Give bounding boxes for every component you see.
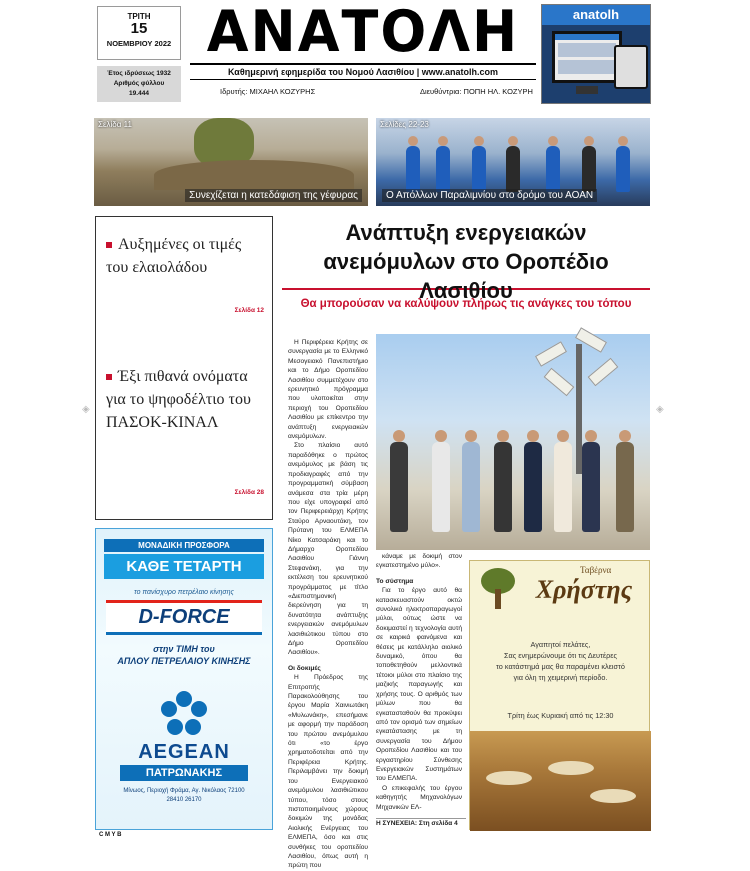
player-figure <box>582 146 596 192</box>
tavern-name: Χρήστης <box>535 575 633 604</box>
article-paragraph: Ο επικεφαλής του έργου καθηγητής Μηχανολόγων Μηχανικών ΕΛ- <box>376 784 462 811</box>
teaser-text: Έξι πιθανά ονόματα για το ψηφοδέλτιο του ΠΑΣΟΚ-ΚΙΝΑΛ <box>106 368 251 431</box>
photo-football[interactable] <box>376 118 650 206</box>
tavern-message-line: Αγαπητοί πελάτες, <box>530 640 591 649</box>
date-month-year: ΝΟΕΜΒΡΙΟΥ 2022 <box>106 39 172 48</box>
ad-company: AEGEAN <box>138 741 230 763</box>
article-paragraph: κάναμε με δοκιμή στον εγκατεστημένο μύλο». <box>376 553 462 570</box>
fuel-advertisement[interactable] <box>95 528 273 830</box>
director-credit: Διευθύντρια: ΠΟΠΗ ΗΛ. ΚΟΖΥΡΗ <box>420 87 533 96</box>
tavern-interior-photo <box>470 731 651 831</box>
article-column-1 <box>288 338 368 871</box>
windmill-photo[interactable] <box>376 334 650 550</box>
person-figure <box>494 442 512 532</box>
person-figure <box>390 442 408 532</box>
photo-bridge-demolition[interactable] <box>94 118 368 206</box>
teaser-text: Αυξημένες οι τιμές του ελαιολάδου <box>106 236 242 276</box>
article-paragraph: Στο πλαίσιο αυτό παραδόθηκε ο πρώτος ανεμόμυλος με βάση τις προδιαγραφές από την προγραμματική σύμβαση ανάμεσα στα τρία μέρη που είχε υπογραφεί από τον Περιφερειάρχη Κρήτης Σταύρο Αρναουτάκη, τον Πρύτανη του ΕΛΜΕΠΑ Νίκο Κατσαράκη και το Δήμαρχο Οροπεδίου Λασιθίου Γιάννη Στεφανάκη, για την εκτέλεση του ερευνητικού προγράμματος με τίτλο «Διεπιστημονική διερεύνηση για τη δυνατότητα ανάπτυξης ενεργειακών ανεμόμυλων λασιθιώτικου τύπου στο Δήμο Οροπεδίου Λασιθίου». <box>288 442 368 657</box>
headline-line: ανεμόμυλων στο Οροπέδιο Λασιθίου <box>323 249 609 303</box>
player-figure <box>506 146 520 192</box>
desktop-monitor-icon <box>552 31 622 83</box>
person-figure <box>432 442 450 532</box>
photo-caption: Ο Απόλλων Παραλιμνίου στο δρόμο του ΑΟΑΝ <box>382 189 597 202</box>
print-marks: C M Y B <box>99 832 122 838</box>
teaser-page-ref: Σελίδα 12 <box>234 307 264 314</box>
issue-info <box>97 66 181 102</box>
article-column-2 <box>376 552 462 812</box>
windmill-blade <box>535 341 567 366</box>
teaser-olive-oil[interactable] <box>106 233 256 279</box>
player-figure <box>616 146 630 192</box>
person-figure <box>616 442 634 532</box>
continue-link[interactable]: Η ΣΥΝΕΧΕΙΑ: Στη σελίδα 4 <box>376 818 466 827</box>
ad-subtitle: το πανίσχυρο πετρέλαιο κίνησης <box>134 589 234 596</box>
player-figure <box>406 146 420 192</box>
newspaper-logo[interactable]: ΑΝΑΤΟΛΗ <box>206 0 520 65</box>
player-figure <box>436 146 450 192</box>
article-paragraph: Η Περιφέρεια Κρήτης σε συνεργασία με το Ελληνικό Μεσογειακό Πανεπιστήμιο και το Δήμο Οροπεδίου Λασιθίου συμμετέχουν στο ερευνητικό πρόγραμμα που υλοποιείται στην περιοχή του Οροπεδίου Λασιθίου με επίκεντρο την ανάπτυξη ενεργειακών ανεμόμυλων. <box>288 339 368 441</box>
ad-phone: 28410 26170 <box>166 797 202 803</box>
bullet-square <box>106 374 112 380</box>
date-box <box>97 6 181 60</box>
olive-tree-icon <box>480 567 516 611</box>
table-shape <box>590 789 636 803</box>
date-day: 15 <box>130 20 148 37</box>
right-nav-mark-icon: ◈ <box>656 404 664 415</box>
issue-number-label: Αριθμός φύλλου <box>113 80 165 87</box>
ad-price-line: ΑΠΛΟΥ ΠΕΤΡΕΛΑΙΟΥ ΚΙΝΗΣΗΣ <box>117 656 251 666</box>
rubble-shape <box>154 160 354 190</box>
table-shape <box>548 761 594 775</box>
website-promo[interactable] <box>541 4 651 104</box>
teaser-page-ref: Σελίδα 28 <box>234 489 264 496</box>
teaser-box <box>95 216 273 520</box>
table-shape <box>486 771 532 785</box>
photo-caption: Συνεχίζεται η κατεδάφιση της γέφυρας <box>185 189 362 202</box>
tablet-icon <box>614 45 648 89</box>
aegean-flower-icon <box>161 691 207 737</box>
person-figure <box>524 442 542 532</box>
article-subheading: Οι δοκιμές <box>288 664 321 672</box>
article-paragraph: Η Πρόεδρος της Επιτροπής Παρακολούθησης του έργου Μαρία Χαινιωτάκη «Μυλωνάκη», επεσήμανε με αφορμή την παράδοση του πρώτου ανεμόμυλου ότι «το έργο χρηματοδοτείται από την Περιφέρεια Κρήτης. Περιλαμβάνει την δοκιμή του Ενεργειακού ανεμόμυλου λασιθιώτικου τύπου, τόσο στους πιστοποιημένους χώρους δοκιμών της μονάδας Αιολικής Ενέργειας του ΕΛΜΕΠΑ, όσο και στις συνθήκες του οροπεδίου Λασιθίου, όπως αυτή η πρώτη που <box>288 674 368 870</box>
issue-number: 19.444 <box>129 90 149 97</box>
ad-day: ΚΑΘΕ ΤΕΤΑΡΤΗ <box>104 554 264 579</box>
tavern-message <box>476 639 645 683</box>
photo-page-ref: Σελίδα 11 <box>98 120 132 129</box>
tavern-advertisement[interactable] <box>469 560 650 830</box>
headline-line: Ανάπτυξη ενεργειακών <box>345 220 587 245</box>
player-figure <box>546 146 560 192</box>
founded-year: Έτος ιδρύσεως 1932 <box>107 70 171 77</box>
windmill-blade <box>588 358 619 386</box>
ad-price-line: στην ΤΙΜΗ του <box>153 644 215 654</box>
ad-address <box>96 787 272 805</box>
main-headline[interactable] <box>282 214 650 303</box>
tagline: Καθημερινή εφημερίδα του Νομού Λασιθίου | www.anatolh.com <box>190 63 536 80</box>
left-nav-mark-icon: ◈ <box>82 404 90 415</box>
tavern-message-line: το κατάστημά μας θα παραμένει κλειστό <box>496 662 625 671</box>
monitor-stand <box>576 86 598 94</box>
tavern-message-line: Σας ενημερώνουμε ότι τις Δευτέρες <box>503 651 618 660</box>
person-figure <box>554 442 572 532</box>
tavern-message-line: για όλη τη χειμερινή περίοδο. <box>513 673 608 682</box>
player-figure <box>472 146 486 192</box>
tavern-hours: Τρίτη έως Κυριακή από τις 12:30 <box>507 711 614 720</box>
article-subheading: Το σύστημα <box>376 577 414 585</box>
ad-address-line: Μίνωος, Περιοχή Φράμα, Αγ. Νικόλαος 72100 <box>123 788 245 794</box>
person-figure <box>462 442 480 532</box>
bullet-square <box>106 242 112 248</box>
ad-brand: D-FORCE <box>106 600 262 635</box>
ad-owner: ΠΑΤΡΩΝΑΚΗΣ <box>120 765 248 781</box>
ad-offer: ΜΟΝΑΔΙΚΗ ΠΡΟΣΦΟΡΑ <box>104 539 264 552</box>
date-weekday: ΤΡΙΤΗ <box>127 12 151 21</box>
windmill-blade <box>544 368 575 396</box>
article-paragraph: Για το έργο αυτό θα κατασκευαστούν οκτώ συνολικά ηλεκτροπαραγωγοί μύλοι, ούτως ώστε να δοκιμαστεί η τεχνολογία αυτή σε καιρικά φαινόμενα και θέσεις με κατάλληλο αιολικό δυναμικό, όπου θα τοποθετηθούν μελλοντικά τέτοιοι μύλοι στο πλαίσιο της μαζικής παραγωγής και χρήσης τους. Ο αριθμός των μύλων που θα εγκατασταθούν θα προκύψει από τον ορισμό των σημείων εγκατάστασης με τη συνεργασία του Δήμου Οροπεδίου Λασιθίου και του εργαστηρίου Σύνθεσης Ενεργειακών Συστημάτων του ΕΛΜΕΠΑ. <box>376 587 462 783</box>
founder-credit: Ιδρυτής: ΜΙΧΑΗΛ ΚΟΖΥΡΗΣ <box>220 87 316 96</box>
person-figure <box>582 442 600 532</box>
website-logo: anatolh <box>542 5 650 25</box>
teaser-pasok[interactable] <box>106 365 256 434</box>
tavern-label: Ταβέρνα <box>580 565 612 575</box>
ad-price <box>96 643 272 667</box>
main-subheadline: Θα μπορούσαν να καλύψουν πλήρως τις ανάγκες του τόπου <box>300 298 632 310</box>
photo-page-ref: Σελίδες 22-23 <box>380 120 429 129</box>
